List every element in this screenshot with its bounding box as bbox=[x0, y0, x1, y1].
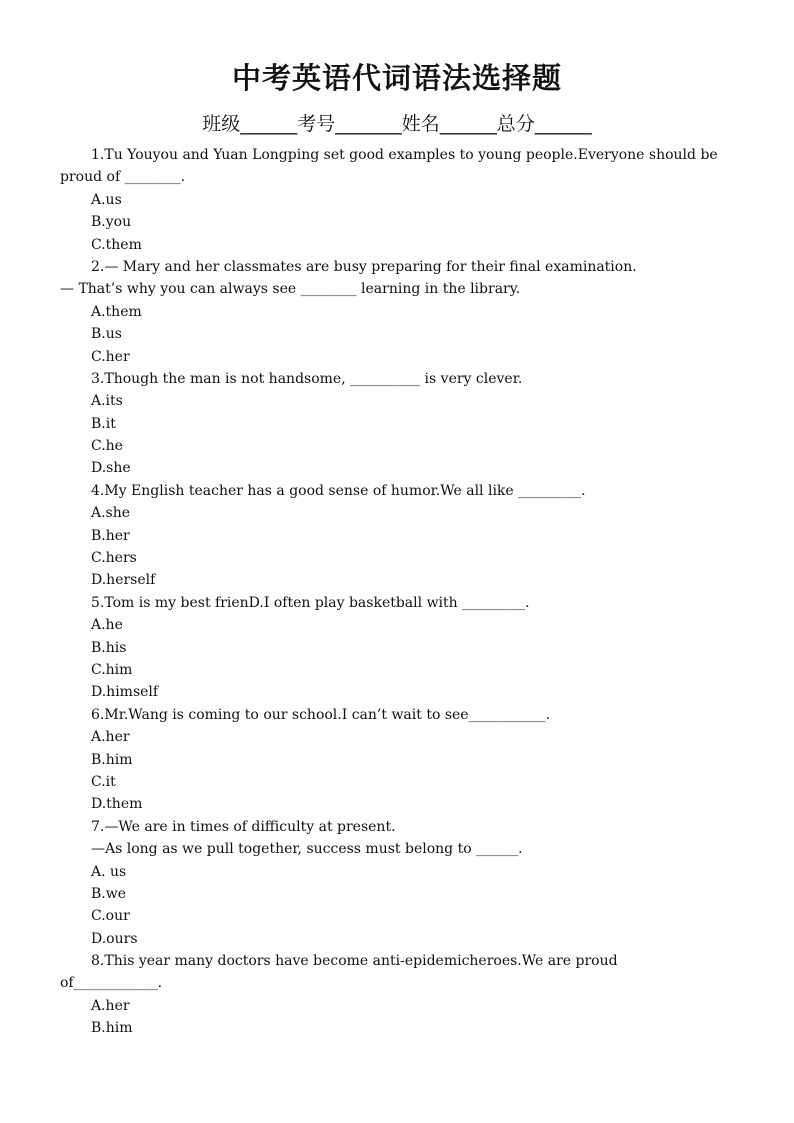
option-a[interactable]: A.its bbox=[91, 393, 123, 410]
option-d[interactable]: D.himself bbox=[91, 684, 159, 701]
question-stem-continued: — That’s why you can always see ________ learning in the library. bbox=[60, 281, 521, 298]
score-blank[interactable]: ______ bbox=[534, 113, 592, 135]
question-3 bbox=[60, 368, 740, 480]
question-stem: 1.Tu Youyou and Yuan Longping set good examples to young people.Everyone should be bbox=[91, 147, 718, 163]
question-1 bbox=[60, 144, 740, 256]
question-list bbox=[60, 144, 740, 1040]
option-b[interactable]: B.us bbox=[91, 326, 122, 343]
name-label: 姓名 bbox=[401, 113, 440, 135]
option-c[interactable]: C.him bbox=[91, 661, 133, 678]
question-5 bbox=[60, 592, 740, 704]
option-b[interactable]: B.his bbox=[91, 639, 127, 656]
option-d[interactable]: D.ours bbox=[91, 930, 138, 947]
question-stem: 4.My English teacher has a good sense of humor.We all like _________. bbox=[91, 482, 586, 499]
option-a[interactable]: A.them bbox=[91, 303, 142, 320]
option-b[interactable]: B.her bbox=[91, 527, 130, 544]
option-b[interactable]: B.him bbox=[91, 751, 133, 768]
option-d[interactable]: D.them bbox=[91, 796, 143, 813]
class-blank[interactable]: ______ bbox=[240, 113, 298, 135]
option-c[interactable]: C.them bbox=[91, 236, 142, 253]
question-6 bbox=[60, 704, 740, 816]
option-c[interactable]: C.it bbox=[91, 773, 116, 790]
option-a[interactable]: A.he bbox=[91, 617, 123, 634]
question-stem-continued: —As long as we pull together, success must belong to ______. bbox=[91, 841, 523, 858]
name-blank[interactable]: ______ bbox=[439, 113, 497, 135]
option-b[interactable]: B.it bbox=[91, 415, 116, 432]
class-label: 班级 bbox=[202, 113, 241, 135]
question-stem: 3.Though the man is not handsome, __________ is very clever. bbox=[91, 370, 523, 387]
question-stem-continued: proud of ________. bbox=[60, 169, 186, 186]
option-c[interactable]: C.hers bbox=[91, 550, 137, 567]
page-title: 中考英语代词语法选择题 bbox=[231, 61, 562, 95]
question-8 bbox=[60, 950, 740, 1040]
question-7 bbox=[60, 816, 740, 950]
option-b[interactable]: B.him bbox=[91, 1020, 133, 1037]
option-a[interactable]: A.she bbox=[91, 505, 131, 522]
question-stem-continued: of____________. bbox=[60, 975, 163, 992]
question-stem: 2.— Mary and her classmates are busy preparing for their final examination. bbox=[91, 258, 637, 275]
option-a[interactable]: A.her bbox=[91, 729, 130, 746]
option-b[interactable]: B.we bbox=[91, 885, 127, 902]
option-d[interactable]: D.herself bbox=[91, 572, 156, 589]
student-info-line bbox=[0, 110, 794, 138]
option-a[interactable]: A.her bbox=[91, 997, 130, 1014]
exam-no-blank[interactable]: _______ bbox=[335, 113, 402, 135]
score-label: 总分 bbox=[496, 113, 535, 135]
option-a[interactable]: A. us bbox=[91, 863, 127, 880]
question-2 bbox=[60, 256, 740, 368]
question-stem: 8.This year many doctors have become anti-epidemicheroes.We are proud bbox=[91, 953, 618, 970]
option-b[interactable]: B.you bbox=[91, 214, 132, 231]
option-c[interactable]: C.her bbox=[91, 348, 130, 365]
question-stem: 6.Mr.Wang is coming to our school.I can’t wait to see___________. bbox=[91, 706, 551, 723]
option-d[interactable]: D.she bbox=[91, 460, 131, 477]
exam-no-label: 考号 bbox=[297, 113, 336, 135]
question-4 bbox=[60, 480, 740, 592]
question-stem: 5.Tom is my best frienD.I often play basketball with _________. bbox=[91, 594, 530, 611]
option-c[interactable]: C.he bbox=[91, 438, 123, 455]
option-c[interactable]: C.our bbox=[91, 908, 130, 925]
option-a[interactable]: A.us bbox=[91, 191, 122, 208]
question-stem: 7.—We are in times of difficulty at present. bbox=[91, 818, 396, 835]
